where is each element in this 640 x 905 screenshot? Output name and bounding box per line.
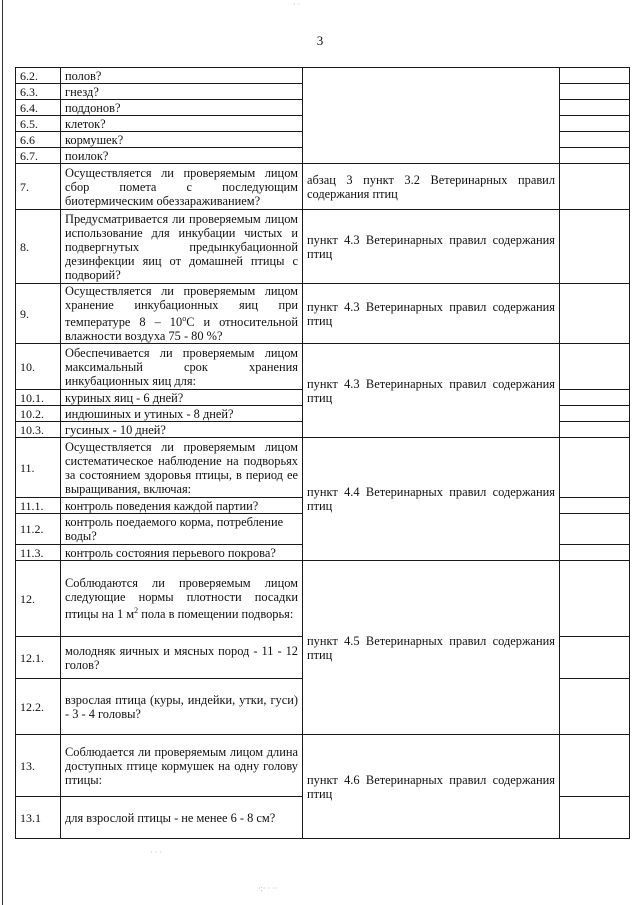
table-row [16, 561, 630, 637]
table-row [16, 164, 630, 210]
item-number: 6.3. [16, 84, 61, 100]
legal-reference [303, 735, 560, 839]
item-question: поддонов? [61, 100, 303, 116]
page-border [2, 0, 3, 905]
item-number: 6.2. [16, 68, 61, 84]
item-question: Соблюдается ли проверяемым лицом длина доступных птице кормушек на одну голову птицы: [61, 735, 303, 797]
item-number: 13. [16, 735, 61, 797]
legal-reference [303, 344, 560, 438]
item-question: куриных яиц - 6 дней? [61, 390, 303, 406]
item-number: 8. [16, 210, 61, 284]
item-number: 6.4. [16, 100, 61, 116]
item-question: Обеспечивается ли проверяемым лицом максимальный срок хранения инкубационных яиц для: [61, 344, 303, 390]
item-question: полов? [61, 68, 303, 84]
page-number: 3 [316, 33, 324, 48]
legal-reference [303, 284, 560, 344]
compliance-cell[interactable] [560, 679, 630, 735]
item-question: Осуществляется ли проверяемым лицом систематическое наблюдение на подворьях за состоянием здоровья птицы, в период ее выращивания, включая: [61, 438, 303, 498]
legal-reference-text: абзац 3 пункт 3.2 Ветеринарных правил содержания птиц [307, 172, 555, 201]
item-number: 13.1 [16, 797, 61, 839]
compliance-cell[interactable] [560, 84, 630, 100]
legal-reference [303, 210, 560, 284]
legal-reference [303, 164, 560, 210]
item-number: 6.5. [16, 116, 61, 132]
item-question: молодняк яичных и мясных пород - 11 - 12 голов? [61, 637, 303, 679]
item-question: контроль поедаемого корма, потребление воды? [61, 514, 303, 545]
compliance-cell[interactable] [560, 100, 630, 116]
compliance-cell[interactable] [560, 132, 630, 148]
compliance-cell[interactable] [560, 68, 630, 84]
compliance-cell[interactable] [560, 514, 630, 545]
item-number: 10.1. [16, 390, 61, 406]
compliance-cell[interactable] [560, 438, 630, 498]
item-number: 12.2. [16, 679, 61, 735]
item-question: Соблюдаются ли проверяемым лицом следующие нормы плотности посадки птицы на 1 $м^2$ пола в помещении подворья: [61, 561, 303, 637]
item-question: Осуществляется ли проверяемым лицом сбор помета с последующим биотермическим обеззараживанием? [61, 164, 303, 210]
legal-reference [303, 561, 560, 735]
item-number: 12.1. [16, 637, 61, 679]
table-row [16, 284, 630, 344]
table-row [16, 735, 630, 797]
item-number: 12. [16, 561, 61, 637]
legal-reference-text: пункт 4.3 Ветеринарных правил содержания птиц [307, 376, 555, 405]
item-number: 11.2. [16, 514, 61, 545]
compliance-cell[interactable] [560, 390, 630, 406]
legal-reference-text: пункт 4.5 Ветеринарных правил содержания птиц [307, 633, 555, 662]
item-number: 6.7. [16, 148, 61, 164]
compliance-cell[interactable] [560, 422, 630, 438]
compliance-cell[interactable] [560, 406, 630, 422]
scan-artifact: ·:· · ·· [258, 884, 278, 893]
item-question: Осуществляется ли проверяемым лицом хранение инкубационных яиц при температуре $8 - 10^оС$ и относительной влажности воздуха 75 - 80 %? [61, 284, 303, 344]
item-number: 10.3. [16, 422, 61, 438]
item-question: индюшиных и утиных - 8 дней? [61, 406, 303, 422]
compliance-cell[interactable] [560, 637, 630, 679]
item-number: 9. [16, 284, 61, 344]
scan-artifact: · · · [150, 848, 162, 857]
legal-reference-text: пункт 4.3 Ветеринарных правил содержания птиц [307, 299, 555, 328]
compliance-cell[interactable] [560, 164, 630, 210]
item-number: 10.2. [16, 406, 61, 422]
table-row [16, 438, 630, 498]
scan-artifact: · · [293, 0, 301, 9]
item-number: 10. [16, 344, 61, 390]
compliance-cell[interactable] [560, 561, 630, 637]
item-question: контроль состояния перьевого покрова? [61, 545, 303, 561]
compliance-cell[interactable] [560, 498, 630, 514]
compliance-cell[interactable] [560, 148, 630, 164]
compliance-cell[interactable] [560, 284, 630, 344]
item-question: контроль поведения каждой партии? [61, 498, 303, 514]
item-number: 7. [16, 164, 61, 210]
item-question: кормушек? [61, 132, 303, 148]
item-question: Предусматривается ли проверяемым лицом использование для инкубации чистых и подвергнутых предынкубационной дезинфекции яиц от домашней птицы с подворий? [61, 210, 303, 284]
legal-reference-text: пункт 4.6 Ветеринарных правил содержания птиц [307, 772, 555, 801]
item-question: поилок? [61, 148, 303, 164]
item-number: 11.1. [16, 498, 61, 514]
item-question: гнезд? [61, 84, 303, 100]
checklist-table [15, 67, 630, 839]
compliance-cell[interactable] [560, 735, 630, 797]
item-number: 11.3. [16, 545, 61, 561]
compliance-cell[interactable] [560, 116, 630, 132]
table-row [16, 68, 630, 84]
compliance-cell[interactable] [560, 344, 630, 390]
legal-reference-empty [303, 68, 560, 164]
table-row [16, 344, 630, 390]
compliance-cell[interactable] [560, 797, 630, 839]
item-question: взрослая птица (куры, индейки, утки, гуси) - 3 - 4 головы? [61, 679, 303, 735]
compliance-cell[interactable] [560, 545, 630, 561]
table-row [16, 210, 630, 284]
compliance-cell[interactable] [560, 210, 630, 284]
item-question: клеток? [61, 116, 303, 132]
item-question: для взрослой птицы - не менее 6 - 8 см? [61, 797, 303, 839]
legal-reference [303, 438, 560, 561]
item-question: гусиных - 10 дней? [61, 422, 303, 438]
legal-reference-text: пункт 4.3 Ветеринарных правил содержания птиц [307, 232, 555, 261]
legal-reference-text: пункт 4.4 Ветеринарных правил содержания птиц [307, 485, 555, 514]
item-number: 6.6 [16, 132, 61, 148]
item-number: 11. [16, 438, 61, 498]
